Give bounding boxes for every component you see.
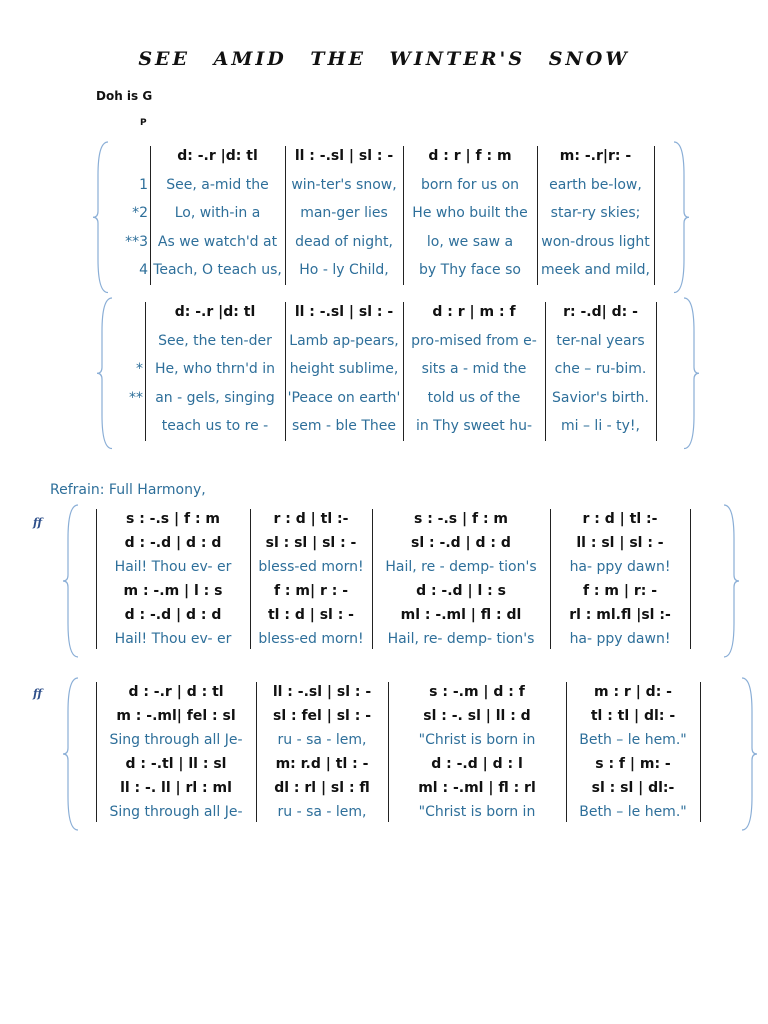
- notation-row: [0, 579, 768, 603]
- barline: [403, 146, 404, 285]
- measure-notation: m : -.m | l : s: [123, 583, 223, 599]
- measure-lyric: bless-ed morn!: [258, 559, 364, 575]
- measure-lyric: Lo, with-in a: [174, 205, 261, 221]
- verse-number: 4: [139, 262, 148, 278]
- measure-lyric: Teach, O teach us,: [153, 262, 282, 278]
- measure-lyric: Savior's birth.: [552, 389, 649, 406]
- measure-lyric: Hail! Thou ev- er: [114, 559, 232, 575]
- measure-notation: d : r | m : f: [432, 304, 516, 320]
- measure-lyric: an - gels, singing: [155, 389, 275, 406]
- verse-number: **: [129, 389, 143, 406]
- measure-notation: s : -.m | d : f: [429, 684, 525, 700]
- measure-notation: s : -.s | f : m: [413, 511, 509, 527]
- measure-lyric: "Christ is born in: [418, 804, 536, 820]
- barline: [700, 682, 701, 822]
- measure-notation: ml : -.ml | fl : dl: [400, 607, 522, 623]
- barline: [96, 682, 97, 822]
- measure-notation: ll : -.sl | sl : -: [272, 684, 372, 700]
- measure-lyric: earth be-low,: [549, 176, 642, 193]
- system-brace-left: [92, 141, 110, 294]
- measure-notation: m: -.r|r: -: [559, 148, 632, 164]
- measure-notation: ll : -.sl | sl : -: [294, 148, 394, 164]
- measure-lyric: dead of night,: [295, 233, 393, 250]
- measure-notation: d : -.d | l : s: [416, 583, 506, 599]
- measure-notation: d : -.d | d : l: [431, 756, 523, 772]
- measure-lyric: ter-nal years: [556, 332, 645, 349]
- measure-lyric: height sublime,: [289, 361, 399, 377]
- measure-lyric: Lamb ap-pears,: [289, 332, 399, 349]
- lyric-row: [0, 555, 768, 579]
- measure-lyric: win-ter's snow,: [291, 176, 397, 193]
- barline: [566, 682, 567, 822]
- barline: [545, 302, 546, 441]
- measure-lyric: lo, we saw a: [426, 233, 514, 250]
- hymn-title: SEE AMID THE WINTER'S SNOW: [138, 48, 630, 70]
- lyric-row: [0, 357, 768, 381]
- measure-lyric: man-ger lies: [300, 205, 388, 221]
- notation-row: [0, 752, 768, 776]
- lyric-row: [0, 800, 768, 824]
- measure-notation: sl : sl | sl : -: [265, 535, 357, 551]
- measure-lyric: born for us on: [420, 176, 520, 193]
- measure-notation: d : -.d | d : d: [124, 607, 222, 623]
- barline: [550, 509, 551, 649]
- measure-notation: d: -.r |d: tl: [177, 148, 258, 164]
- notation-row: [0, 531, 768, 555]
- key-signature: Doh is G: [96, 89, 153, 103]
- system-brace-right: [722, 504, 740, 658]
- measure-lyric: Hail, re - demp- tion's: [385, 559, 537, 575]
- dynamic-marking-ff: ff: [33, 687, 43, 700]
- notation-row: [0, 507, 768, 531]
- lyric-row: [0, 728, 768, 752]
- measure-notation: m : r | d: -: [593, 684, 672, 700]
- system-brace-left: [96, 297, 114, 450]
- lyric-row: [0, 230, 768, 254]
- measure-notation: sl : -.d | d : d: [411, 535, 511, 551]
- measure-lyric: sits a - mid the: [421, 361, 527, 377]
- measure-lyric: Ho - ly Child,: [299, 262, 389, 278]
- measure-lyric: by Thy face so: [419, 262, 521, 278]
- measure-notation: d: -.r |d: tl: [174, 304, 256, 320]
- lyric-row: [0, 386, 768, 410]
- measure-notation: tl : d | sl : -: [267, 607, 354, 623]
- measure-lyric: Sing through all Je-: [109, 804, 243, 820]
- measure-lyric: teach us to re -: [161, 418, 269, 434]
- system-brace-left: [62, 677, 80, 831]
- barline: [256, 682, 257, 822]
- measure-notation: rl : ml.fl |sl :-: [569, 607, 671, 623]
- measure-notation: f : m| r : -: [273, 583, 349, 599]
- system-brace-right: [682, 297, 700, 450]
- measure-lyric: Beth – le hem.": [579, 804, 687, 820]
- measure-notation: r : d | tl :-: [273, 511, 349, 527]
- notation-row: [0, 704, 768, 728]
- dynamic-marking-piano: P: [140, 118, 147, 128]
- system-brace-right: [672, 141, 690, 294]
- verse-number: **3: [125, 233, 148, 250]
- measure-notation: ll : -. ll | rl : ml: [120, 780, 232, 796]
- measure-lyric: See, a-mid the: [166, 176, 269, 193]
- measure-lyric: He, who thrn'd in: [154, 361, 276, 377]
- measure-lyric: star-ry skies;: [550, 205, 641, 221]
- barline: [654, 146, 655, 285]
- measure-notation: d : r | f : m: [428, 148, 512, 164]
- measure-notation: r : d | tl :-: [582, 511, 658, 527]
- barline: [388, 682, 389, 822]
- system-brace-right: [740, 677, 758, 831]
- notation-row: [0, 300, 768, 324]
- measure-notation: tl : tl | dl: -: [590, 708, 676, 724]
- measure-notation: d : -.d | d : d: [124, 535, 222, 551]
- measure-lyric: As we watch'd at: [157, 233, 278, 250]
- measure-notation: ll : sl | sl : -: [576, 535, 664, 551]
- measure-notation: f : m | r: -: [582, 583, 658, 599]
- measure-lyric: pro-mised from e-: [411, 332, 537, 349]
- measure-lyric: See, the ten-der: [158, 332, 272, 349]
- lyric-row: [0, 201, 768, 225]
- lyric-row: [0, 414, 768, 438]
- lyric-row: [0, 627, 768, 651]
- measure-lyric: ru - sa - lem,: [277, 804, 367, 820]
- verse-number: *: [136, 361, 143, 377]
- measure-notation: ml : -.ml | fl : rl: [418, 780, 536, 796]
- measure-lyric: Hail, re- demp- tion's: [387, 631, 535, 647]
- notation-row: [0, 603, 768, 627]
- measure-notation: dl : rl | sl : fl: [274, 780, 370, 796]
- measure-lyric: "Christ is born in: [418, 732, 536, 748]
- barline: [96, 509, 97, 649]
- notation-row: [0, 776, 768, 800]
- measure-lyric: in Thy sweet hu-: [415, 418, 533, 434]
- measure-notation: sl : -. sl | ll : d: [423, 708, 531, 724]
- measure-lyric: Hail! Thou ev- er: [114, 631, 232, 647]
- measure-notation: d : -.r | d : tl: [128, 684, 224, 700]
- measure-notation: m : -.ml| fel : sl: [116, 708, 236, 724]
- notation-row: [0, 680, 768, 704]
- measure-lyric: che – ru-bim.: [554, 361, 647, 377]
- dynamic-marking-ff: ff: [33, 516, 43, 529]
- measure-lyric: sem - ble Thee: [292, 418, 396, 434]
- measure-lyric: mi – li - ty!,: [561, 418, 640, 434]
- measure-notation: r: -.d| d: -: [563, 304, 638, 320]
- measure-notation: s : -.s | f : m: [125, 511, 221, 527]
- lyric-row: [0, 173, 768, 197]
- verse-number: *2: [132, 205, 148, 221]
- barline: [285, 146, 286, 285]
- measure-lyric: He who built the: [412, 205, 528, 221]
- barline: [372, 509, 373, 649]
- measure-lyric: told us of the: [427, 389, 521, 406]
- barline: [250, 509, 251, 649]
- measure-lyric: Sing through all Je-: [109, 732, 243, 748]
- barline: [656, 302, 657, 441]
- measure-lyric: 'Peace on earth': [287, 389, 401, 406]
- measure-notation: m: r.d | tl : -: [275, 756, 369, 772]
- measure-notation: sl : fel | sl : -: [272, 708, 371, 724]
- refrain-heading: Refrain: Full Harmony,: [50, 482, 206, 498]
- lyric-row: [0, 258, 768, 282]
- measure-notation: d : -.tl | ll : sl: [125, 756, 227, 772]
- barline: [150, 146, 151, 285]
- lyric-row: [0, 329, 768, 353]
- barline: [537, 146, 538, 285]
- barline: [145, 302, 146, 441]
- verse-number: 1: [139, 176, 148, 193]
- measure-notation: ll : -.sl | sl : -: [294, 304, 394, 320]
- measure-notation: s : f | m: -: [595, 756, 671, 772]
- measure-lyric: ha- ppy dawn!: [569, 559, 671, 575]
- measure-lyric: ru - sa - lem,: [277, 732, 367, 748]
- measure-lyric: Beth – le hem.": [579, 732, 687, 748]
- system-brace-left: [62, 504, 80, 658]
- measure-notation: sl : sl | dl:-: [591, 780, 675, 796]
- measure-lyric: bless-ed morn!: [258, 631, 364, 647]
- barline: [690, 509, 691, 649]
- measure-lyric: ha- ppy dawn!: [569, 631, 671, 647]
- measure-lyric: won-drous light: [541, 233, 650, 250]
- barline: [403, 302, 404, 441]
- notation-row: [0, 144, 768, 168]
- measure-lyric: meek and mild,: [541, 262, 650, 278]
- barline: [285, 302, 286, 441]
